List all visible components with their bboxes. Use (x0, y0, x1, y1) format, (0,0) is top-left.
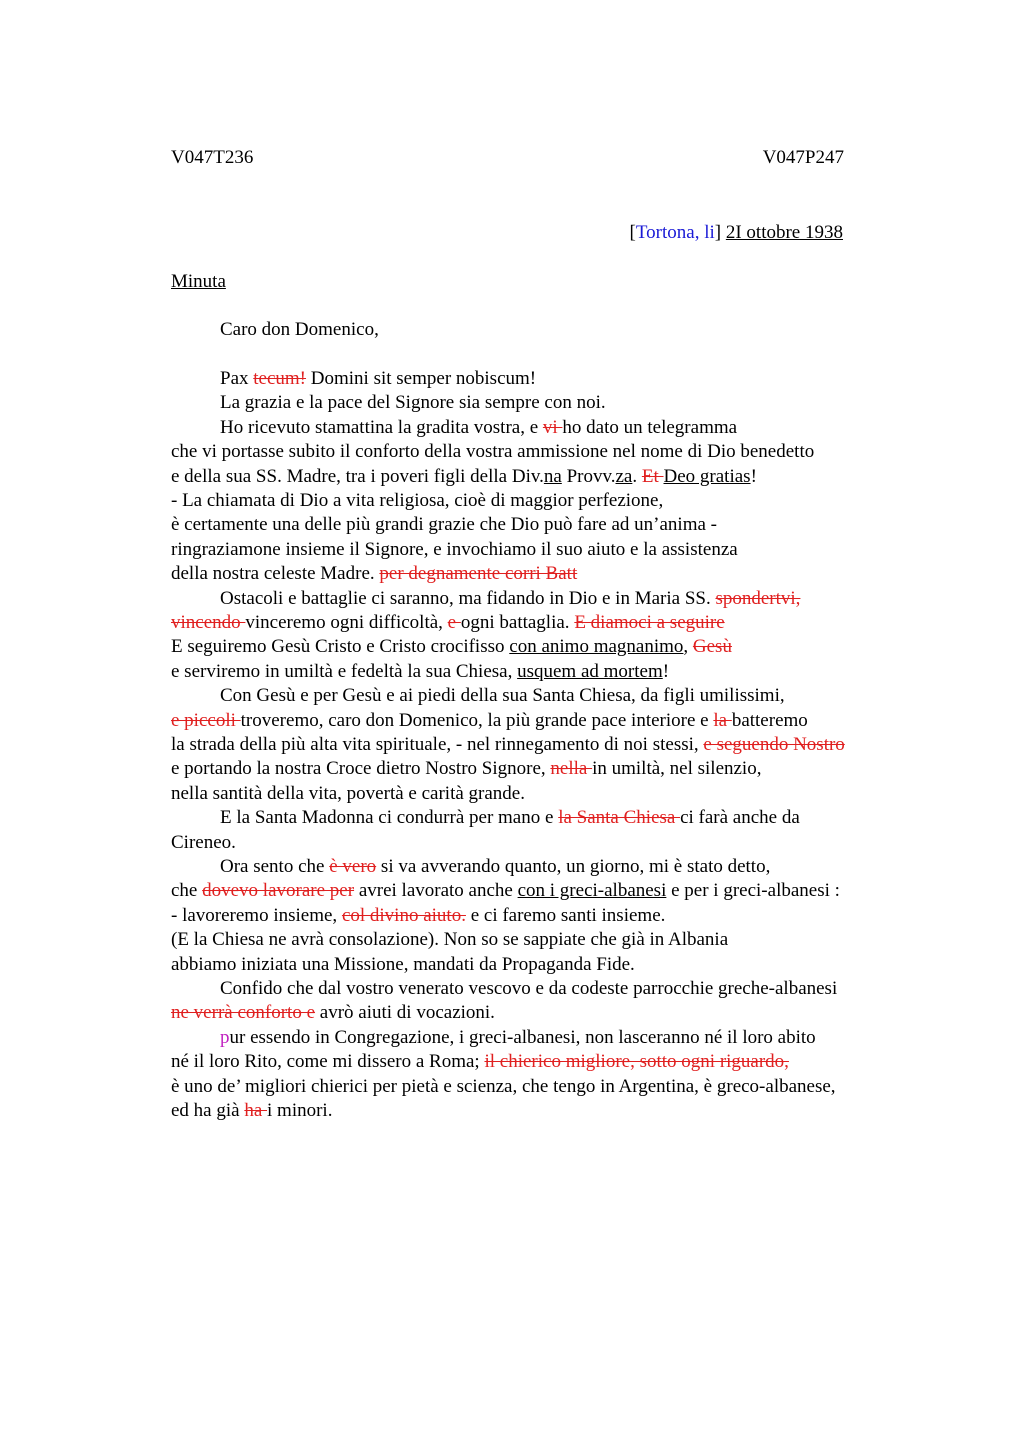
text-segment: avrei lavorato anche (354, 880, 518, 902)
text-segment: (E la Chiesa ne avrà consolazione). Non so se sappiate che già in Albania (171, 929, 729, 951)
deleted-text: spondertvi, (715, 587, 801, 609)
text-segment: si va avverando quanto, un giorno, mi è stato detto, (376, 856, 771, 877)
text-line (171, 733, 845, 757)
text-line (171, 928, 728, 952)
text-segment: Con Gesù e per Gesù e ai piedi della sua Santa Chiesa, da figli umilissimi, (220, 685, 785, 707)
underlined-text: za (615, 465, 633, 487)
underlined-text: Deo gratias (663, 465, 751, 487)
bracket-close: ] (714, 222, 722, 243)
text-line (171, 513, 717, 537)
text-segment: ogni battaglia. (460, 612, 575, 633)
text-line (171, 757, 761, 781)
text-segment: Pax (220, 368, 254, 389)
text-segment: e serviremo in umiltà e fedeltà la sua Chiesa, (171, 660, 518, 682)
dateline-date: 2I ottobre 1938 (725, 222, 843, 243)
text-line (171, 709, 808, 733)
text-segment: E la Santa Madonna ci condurrà per mano e (220, 807, 559, 829)
text-segment: - La chiamata di Dio a vita religiosa, cioè di maggior perfezione, (171, 490, 664, 511)
deleted-text: e (447, 612, 461, 633)
text-segment: né il loro Rito, come mi dissero a Roma; (171, 1051, 485, 1073)
text-segment: e per i greci-albanesi : (666, 880, 840, 902)
text-segment: ed ha già (171, 1100, 245, 1121)
text-line (171, 660, 669, 684)
text-segment: che (171, 880, 203, 902)
text-segment: ringraziamone insieme il Signore, e invochiamo il suo aiuto e la assistenza (171, 538, 738, 560)
text-segment: vinceremo ogni difficoltà, (245, 612, 448, 633)
deleted-text: Gesù (692, 636, 732, 658)
text-line (171, 1050, 789, 1074)
text-segment: i minori. (267, 1100, 333, 1121)
deleted-text: ne verrà conforto e (171, 1002, 316, 1024)
text-line (171, 1075, 836, 1099)
text-line (171, 611, 725, 635)
underlined-text: usquem ad mortem (517, 660, 663, 682)
text-line (171, 635, 732, 659)
text-line (220, 391, 606, 415)
text-segment: abbiamo iniziata una Missione, mandati da Propaganda Fide. (171, 953, 635, 975)
text-line (220, 855, 770, 879)
bracket-open: [ (629, 222, 636, 243)
deleted-text: nella (550, 758, 593, 780)
text-segment: ho dato un telegramma (562, 416, 738, 438)
text-line (171, 1099, 332, 1123)
text-line (171, 465, 757, 489)
deleted-text: la (713, 709, 732, 731)
text-segment: ci farà anche da (680, 807, 800, 829)
text-line (220, 416, 737, 440)
text-line (220, 684, 785, 708)
text-line (220, 367, 536, 391)
deleted-text: col divino aiuto. (341, 904, 466, 926)
text-line (171, 1001, 495, 1025)
text-line (220, 1026, 816, 1050)
left-archive-code: V047T236 (171, 147, 254, 168)
text-segment: nella santità della vita, povertà e carità grande. (171, 782, 525, 804)
text-segment: e ci faremo santi insieme. (465, 904, 666, 926)
deleted-text: ha (244, 1100, 268, 1121)
text-segment: E seguiremo Gesù Cristo e Cristo crocifisso (171, 636, 510, 658)
text-segment: Confido che dal vostro venerato vescovo e da codeste parrocchie greche-albanesi (220, 978, 838, 999)
right-archive-code: V047P247 (762, 147, 844, 168)
text-segment: Ho ricevuto stamattina la gradita vostra, e (220, 416, 543, 438)
deleted-text: e seguendo Nostro (703, 734, 845, 755)
deleted-text: E diamoci a seguire (574, 612, 725, 633)
text-segment: batteremo (731, 709, 808, 731)
deleted-text: è vero (329, 856, 377, 877)
text-line (171, 782, 525, 806)
text-line (171, 831, 236, 855)
text-segment: - lavoreremo insieme, (171, 904, 342, 926)
text-line (220, 587, 800, 611)
dateline-place: Tortona, li (635, 222, 715, 243)
deleted-text: il chierico migliore, sotto ogni riguardo, (484, 1051, 789, 1073)
text-segment: è certamente una delle più grandi grazie che Dio può fare ad un’anima - (171, 514, 717, 536)
text-segment: , (683, 636, 693, 658)
text-segment: Provv. (561, 465, 616, 487)
text-segment: Ostacoli e battaglie ci saranno, ma fidando in Dio e in Maria SS. (220, 587, 716, 609)
deleted-text: e piccoli (171, 709, 241, 731)
text-segment: troveremo, caro don Domenico, la più grande pace interiore e (240, 709, 714, 731)
text-segment: p (220, 1026, 230, 1048)
document-label: Minuta (171, 271, 226, 292)
text-segment: ! (750, 465, 757, 487)
deleted-text: vincendo (171, 612, 246, 633)
text-line (171, 538, 738, 562)
text-segment: in umiltà, nel silenzio, (592, 758, 762, 780)
text-line (220, 977, 837, 1001)
underlined-text: na (543, 465, 562, 487)
text-segment: avrò aiuti di vocazioni. (315, 1002, 495, 1024)
dateline (630, 222, 843, 244)
deleted-text: la Santa Chiesa (558, 807, 681, 829)
text-segment: Domini sit semper nobiscum! (306, 368, 537, 389)
text-segment: Ora sento che (220, 856, 330, 877)
deleted-text: dovevo lavorare per (202, 880, 355, 902)
text-segment: e della sua SS. Madre, tra i poveri figli della Div. (171, 465, 544, 487)
salutation: Caro don Domenico, (220, 319, 379, 340)
text-segment: e portando la nostra Croce dietro Nostro Signore, (171, 758, 551, 780)
text-segment: è uno de’ migliori chierici per pietà e scienza, che tengo in Argentina, è greco-albanese, (171, 1075, 836, 1097)
underlined-text: con i greci-albanesi (517, 880, 667, 902)
text-segment: La grazia e la pace del Signore sia sempre con noi. (220, 392, 606, 414)
deleted-text: tecum! (253, 368, 307, 389)
text-line (171, 904, 665, 928)
deleted-text: vi (542, 416, 563, 438)
text-segment: Cireneo. (171, 831, 236, 853)
text-line (171, 953, 635, 977)
text-segment: la strada della più alta vita spirituale, - nel rinnegamento di noi stessi, (171, 734, 704, 755)
text-line (220, 806, 800, 830)
underlined-text: con animo magnanimo (509, 636, 684, 658)
text-segment: che vi portasse subito il conforto della vostra ammissione nel nome di Dio benedetto (171, 441, 815, 463)
text-segment: della nostra celeste Madre. (171, 563, 380, 585)
deleted-text: per degnamente corri Batt (379, 563, 578, 585)
text-segment: ur essendo in Congregazione, i greci-albanesi, non lasceranno né il loro abito (229, 1026, 816, 1048)
deleted-text: Et (641, 465, 664, 487)
text-line (171, 489, 663, 513)
text-line (171, 562, 577, 586)
text-line (171, 440, 814, 464)
text-line (171, 879, 840, 903)
text-segment: . (632, 465, 642, 487)
text-segment: ! (662, 660, 670, 682)
